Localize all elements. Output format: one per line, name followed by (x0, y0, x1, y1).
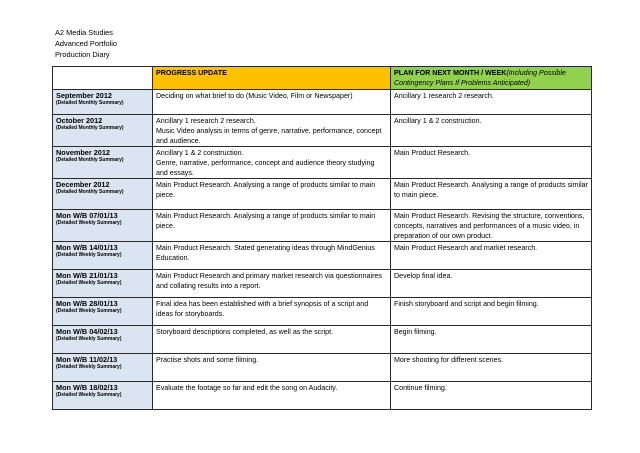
summary-type-label: (Detailed Weekly Summary) (56, 392, 122, 398)
progress-text: Practise shots and some filming. (156, 356, 259, 364)
summary-type-label: (Detailed Monthly Summary) (56, 125, 124, 131)
summary-type-label: (Detailed Monthly Summary) (56, 189, 124, 195)
plan-text: Continue filming. (394, 384, 447, 392)
table-row (53, 210, 592, 242)
progress-update-header: PROGRESS UPDATE (153, 67, 391, 90)
progress-update-cell (153, 242, 391, 270)
plan-text: Ancillary 1 & 2 construction. (394, 117, 482, 125)
diary-title: Production Diary (55, 50, 110, 59)
plan-cell (391, 90, 592, 115)
plan-cell (391, 270, 592, 298)
period-label: Mon W/B 18/02/13 (56, 383, 118, 392)
row-period-cell (53, 354, 153, 382)
plan-cell (391, 298, 592, 326)
progress-update-cell (153, 179, 391, 210)
table-row (53, 270, 592, 298)
row-period-cell (53, 242, 153, 270)
progress-update-cell (153, 270, 391, 298)
period-label: Mon W/B 14/01/13 (56, 243, 118, 252)
progress-update-cell (153, 210, 391, 242)
plan-cell (391, 382, 592, 410)
period-label: November 2012 (56, 148, 110, 157)
table-header-row (53, 67, 592, 90)
summary-type-label: (Detailed Weekly Summary) (56, 252, 122, 258)
plan-text: Main Product Research. (394, 149, 471, 157)
row-period-cell (53, 270, 153, 298)
period-label: Mon W/B 21/01/13 (56, 271, 118, 280)
row-period-cell (53, 210, 153, 242)
portfolio-title: Advanced Portfolio (55, 39, 118, 48)
plan-header-qualifier: (Including Possible Contingency Plans If Problems Anticipated) (394, 69, 566, 87)
table-row (53, 298, 592, 326)
row-period-cell (53, 147, 153, 179)
plan-text: Ancillary 1 research 2 research. (394, 92, 494, 100)
summary-type-label: (Detailed Weekly Summary) (56, 280, 122, 286)
plan-text: Main Product Research. Analysing a range of products similar to main piece. (394, 181, 588, 199)
plan-cell (391, 210, 592, 242)
row-period-cell (53, 382, 153, 410)
plan-cell (391, 326, 592, 354)
plan-cell (391, 242, 592, 270)
progress-text: Ancillary 1 & 2 construction. (156, 149, 244, 157)
summary-type-label: (Detailed Monthly Summary) (56, 100, 124, 106)
progress-text: Main Product Research. Analysing a range of products similar to main piece. (156, 181, 376, 199)
plan-cell (391, 354, 592, 382)
progress-text: Main Product Research. Analysing a range of products similar to main piece. (156, 212, 376, 230)
table-row (53, 242, 592, 270)
period-label: December 2012 (56, 180, 110, 189)
progress-update-cell (153, 147, 391, 179)
progress-text: Main Product Research. Stated generating ideas through MindGenius Education. (156, 244, 375, 262)
summary-type-label: (Detailed Monthly Summary) (56, 157, 124, 163)
plan-cell (391, 115, 592, 147)
progress-text: Ancillary 1 research 2 research. (156, 117, 256, 125)
plan-cell (391, 147, 592, 179)
plan-text: Main Product Research. Revising the structure, conventions, concepts, narratives and performances of a music video, in preparation of our own product. (394, 212, 585, 240)
row-period-cell (53, 115, 153, 147)
progress-update-cell (153, 382, 391, 410)
plan-text: Main Product Research and market research. (394, 244, 538, 252)
summary-type-label: (Detailed Weekly Summary) (56, 364, 122, 370)
progress-text: Storyboard descriptions completed, as well as the script. (156, 328, 334, 336)
table-row (53, 147, 592, 179)
plan-text: Develop final idea. (394, 272, 453, 280)
table-row (53, 115, 592, 147)
period-label: Mon W/B 04/02/13 (56, 327, 118, 336)
row-period-cell (53, 326, 153, 354)
row-period-cell (53, 179, 153, 210)
header-blank-cell (53, 67, 153, 90)
table-row (53, 382, 592, 410)
period-label: Mon W/B 11/02/13 (56, 355, 118, 364)
table-row (53, 179, 592, 210)
progress-update-cell (153, 90, 391, 115)
plan-header (391, 67, 592, 90)
production-diary-table (52, 66, 592, 410)
plan-text: More shooting for different scenes. (394, 356, 504, 364)
progress-text: Evaluate the footage so far and edit the song on Audacity. (156, 384, 338, 392)
summary-type-label: (Detailed Weekly Summary) (56, 220, 122, 226)
period-label: September 2012 (56, 91, 112, 100)
plan-cell (391, 179, 592, 210)
row-period-cell (53, 90, 153, 115)
progress-text: Music Video analysis in terms of genre, narrative, performance, concept and audience. (156, 127, 382, 145)
plan-header-main: PLAN FOR NEXT MONTH / WEEK (394, 69, 507, 77)
summary-type-label: (Detailed Weekly Summary) (56, 336, 122, 342)
progress-text: Genre, narrative, performance, concept and audience theory studying and essays. (156, 159, 375, 177)
progress-text: Deciding on what brief to do (Music Video, Film or Newspaper) (156, 92, 353, 100)
table-row (53, 90, 592, 115)
document-header (55, 27, 117, 60)
plan-text: Begin filming. (394, 328, 437, 336)
course-title: A2 Media Studies (55, 28, 113, 37)
row-period-cell (53, 298, 153, 326)
progress-text: Main Product Research and primary market research via questionnaires and collating results into a report. (156, 272, 382, 290)
period-label: Mon W/B 07/01/13 (56, 211, 118, 220)
summary-type-label: (Detailed Weekly Summary) (56, 308, 122, 314)
table-row (53, 326, 592, 354)
progress-update-cell (153, 326, 391, 354)
period-label: Mon W/B 28/01/13 (56, 299, 118, 308)
progress-update-cell (153, 115, 391, 147)
progress-update-cell (153, 298, 391, 326)
table-row (53, 354, 592, 382)
progress-update-cell (153, 354, 391, 382)
plan-text: Finish storyboard and script and begin filming. (394, 300, 539, 308)
progress-text: Final idea has been established with a brief synopsis of a script and ideas for storyboards. (156, 300, 369, 318)
period-label: October 2012 (56, 116, 103, 125)
